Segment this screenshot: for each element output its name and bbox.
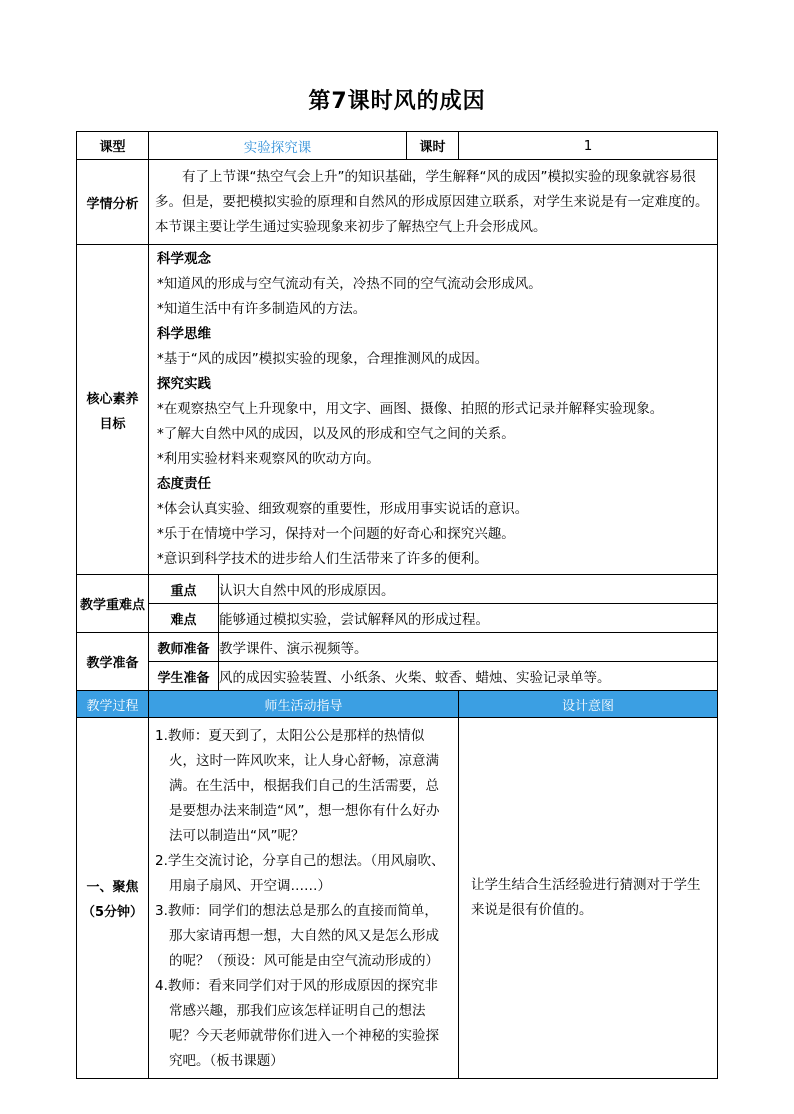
focus-row [77, 575, 718, 604]
info-row [77, 132, 718, 160]
goal-heading: 态度责任 [157, 476, 211, 492]
teacher-prep-row [77, 633, 718, 662]
goal-item: *在观察热空气上升现象中，用文字、画图、摄像、拍照的形式记录并解释实验现象。 [157, 401, 664, 417]
process-header-activity: 师生活动指导 [149, 691, 459, 718]
student-prep-text: 风的成因实验装置、小纸条、火柴、蚊香、蜡烛、实验记录单等。 [219, 662, 718, 691]
goals-label [77, 245, 149, 575]
goal-item: *基于“风的成因”模拟实验的现象，合理推测风的成因。 [157, 351, 489, 367]
key-points-label: 教学重难点 [77, 575, 149, 633]
type-label: 课型 [77, 132, 149, 160]
stage1-steps [149, 718, 458, 1078]
goal-item: *了解大自然中风的成因，以及风的形成和空气之间的关系。 [157, 426, 515, 442]
type-value: 实验探究课 [149, 132, 407, 160]
goals-label-line1: 核心素养 [86, 391, 139, 407]
goal-heading: 科学思维 [157, 326, 211, 342]
difficulty-label: 难点 [149, 604, 219, 633]
analysis-row [77, 160, 718, 245]
goals-content [149, 245, 717, 574]
goal-item: *体会认真实验、细致观察的重要性，形成用事实说话的意识。 [157, 501, 529, 517]
analysis-label: 学情分析 [77, 160, 149, 245]
step-item: 1.教师：夏天到了，太阳公公是那样的热情似火，这时一阵风吹来，让人身心舒畅，凉意满满。在生活中，根据我们自己的生活需要，总是要想办法来制造“风”，想一想你有什么好办法可以制造出“风”呢？ [155, 728, 440, 844]
stage1-label-line1: 一、聚焦 [86, 880, 139, 895]
hours-label: 课时 [407, 132, 459, 160]
student-prep-row [77, 662, 718, 691]
hours-value: 1 [459, 132, 718, 160]
difficulty-text: 能够通过模拟实验，尝试解释风的形成过程。 [219, 604, 718, 633]
goal-item: *利用实验材料来观察风的吹动方向。 [157, 451, 380, 467]
goal-item: *意识到科学技术的进步给人们生活带来了许多的便利。 [157, 551, 488, 567]
stage1-intent: 让学生结合生活经验进行猜测对于学生来说是很有价值的。 [471, 877, 701, 918]
goals-label-line2: 目标 [99, 416, 126, 432]
preparation-label: 教学准备 [77, 633, 149, 691]
step-item: 2.学生交流讨论，分享自己的想法。（用风扇吹、用扇子扇风、开空调……） [155, 853, 445, 894]
process-header-intent: 设计意图 [459, 691, 718, 718]
goals-row [77, 245, 718, 575]
teacher-prep-text: 教学课件、演示视频等。 [219, 633, 718, 662]
step-item: 3.教师：同学们的想法总是那么的直接而简单，那大家请再想一想，大自然的风又是怎么形成的呢？（预设：风可能是由空气流动形成的） [155, 903, 439, 969]
goal-heading: 探究实践 [157, 376, 211, 392]
process-header-stage: 教学过程 [77, 691, 149, 718]
goal-item: *知道风的形成与空气流动有关，冷热不同的空气流动会形成风。 [157, 276, 542, 292]
difficulty-row [77, 604, 718, 633]
focus-text: 认识大自然中风的形成原因。 [219, 575, 718, 604]
goal-heading: 科学观念 [157, 251, 211, 267]
lesson-plan-table [76, 131, 718, 1079]
focus-label: 重点 [149, 575, 219, 604]
stage1-label [77, 718, 149, 1079]
page-title: 第7课时风的成因 [308, 89, 486, 114]
teacher-prep-label: 教师准备 [149, 633, 219, 662]
step-item: 4.教师：看来同学们对于风的形成原因的探究非常感兴趣，那我们应该怎样证明自己的想法呢？今天老师就带你们进入一个神秘的实验探究吧。（板书课题） [155, 978, 439, 1069]
process-header-row [77, 691, 718, 718]
student-prep-label: 学生准备 [149, 662, 219, 691]
goal-item: *乐于在情境中学习，保持对一个问题的好奇心和探究兴趣。 [157, 526, 515, 542]
stage1-label-line2: （5分钟） [81, 905, 144, 920]
stage1-row [77, 718, 718, 1079]
analysis-text: 有了上节课“热空气会上升”的知识基础，学生解释“风的成因”模拟实验的现象就容易很多。但是，要把模拟实验的原理和自然风的形成原因建立联系，对学生来说是有一定难度的。本节课主要让学生通过实验现象来初步了解热空气上升会形成风。 [155, 168, 709, 235]
goal-item: *知道生活中有许多制造风的方法。 [157, 301, 367, 317]
